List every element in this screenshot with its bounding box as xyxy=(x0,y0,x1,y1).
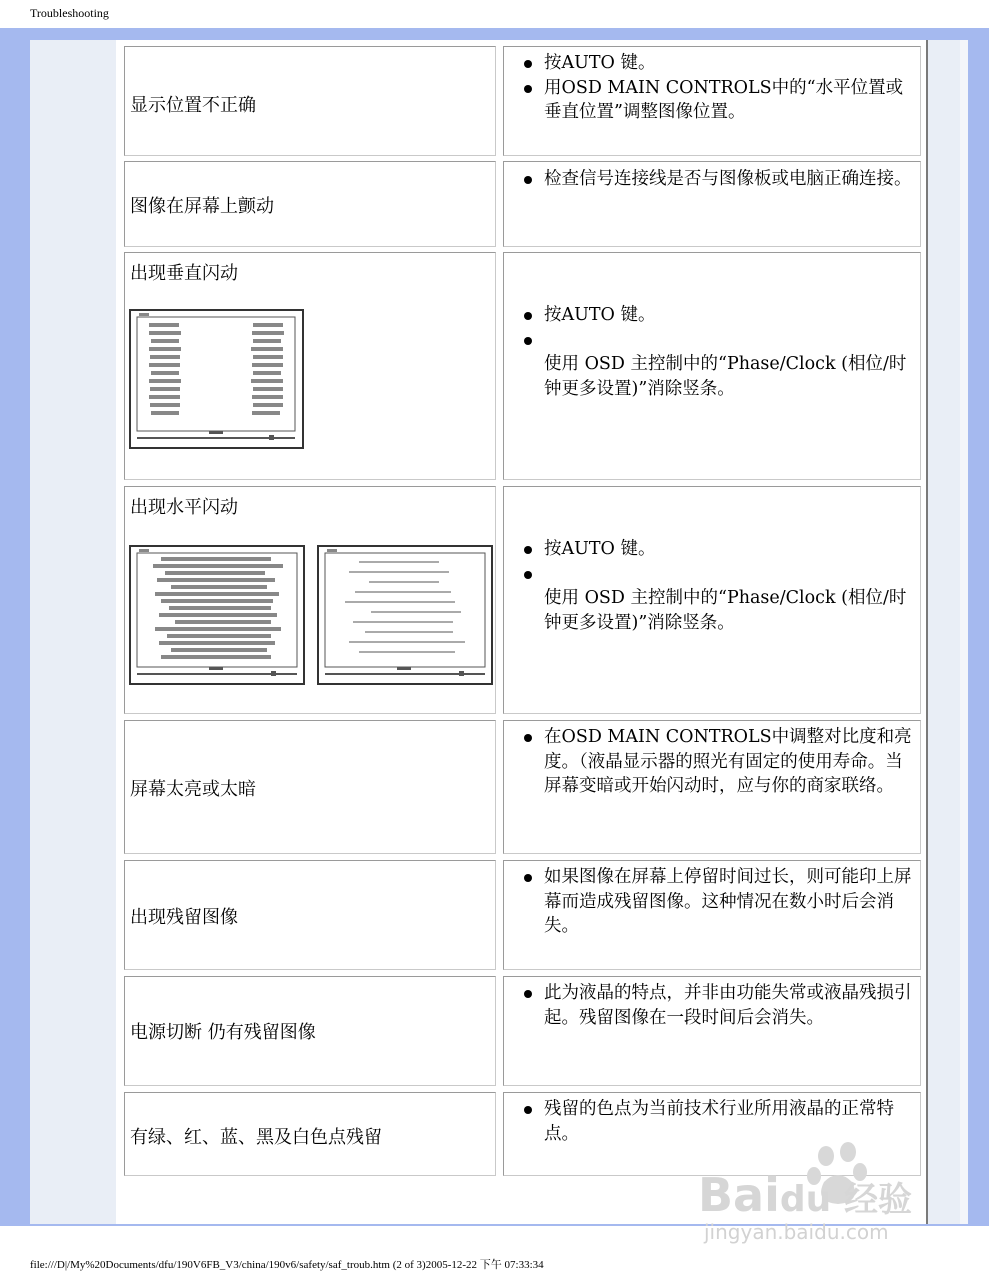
solution-item: 在OSD MAIN CONTROLS中调整对比度和亮度。（液晶显示器的照光有固定的使用寿命。当屏幕变暗或开始闪动时，应与你的商家联络。 xyxy=(544,725,914,799)
solution-cell xyxy=(503,486,921,714)
solution-item: 如果图像在屏幕上停留时间过长，则可能印上屏幕而造成残留图像。这种情况在数小时后会消失。 xyxy=(544,865,914,939)
browser-tab-title: Troubleshooting xyxy=(30,6,109,20)
solution-cell xyxy=(503,720,921,854)
solution-item: 此为液晶的特点，并非由功能失常或液晶残损引起。残留图像在一段时间后会消失。 xyxy=(544,981,914,1030)
solution-item xyxy=(544,562,914,587)
solution-item: 按AUTO 键。 xyxy=(544,537,914,562)
solution-list xyxy=(544,981,914,1030)
solution-item xyxy=(544,328,914,353)
problem-cell xyxy=(124,252,496,480)
watermark-site: jingyan.baidu.com xyxy=(704,1220,889,1244)
footer-file-path: file:///D|/My%20Documents/dfu/190V6FB_V3/china/190v6/safety/saf_troub.htm (2 of 3)2005-12-22 下午 07:33:34 xyxy=(30,1259,544,1271)
problem-label: 有绿、红、蓝、黑及白色点残留 xyxy=(130,1127,382,1148)
solution-cell xyxy=(503,976,921,1086)
problem-label: 图像在屏幕上颤动 xyxy=(130,196,274,217)
solution-list xyxy=(544,51,914,125)
horizontal-flicker-corrected-monitor-image xyxy=(317,545,493,685)
problem-cell xyxy=(124,46,496,156)
solution-item: 残留的色点为当前技术行业所用液晶的正常特点。 xyxy=(544,1097,914,1146)
watermark-cn-text: 经验 xyxy=(844,1180,912,1220)
horizontal-flicker-monitor-image xyxy=(129,545,305,685)
solution-cell xyxy=(503,46,921,156)
solution-item: 用OSD MAIN CONTROLS中的“水平位置或垂直位置”调整图像位置。 xyxy=(544,76,914,125)
left-nav-panel xyxy=(30,40,116,1224)
baidu-jingyan-watermark xyxy=(698,1138,938,1248)
problem-cell xyxy=(124,1092,496,1176)
solution-list xyxy=(544,865,914,939)
problem-label: 出现垂直闪动 xyxy=(130,263,238,284)
problem-cell xyxy=(124,976,496,1086)
problem-label: 电源切断 仍有残留图像 xyxy=(130,1022,316,1043)
solution-item: 检查信号连接线是否与图像板或电脑正确连接。 xyxy=(544,167,914,192)
right-gutter xyxy=(926,40,960,1224)
problem-cell xyxy=(124,720,496,854)
problem-label: 出现残留图像 xyxy=(130,907,238,928)
scrollbar[interactable] xyxy=(960,40,968,1224)
solution-cell xyxy=(503,860,921,970)
solution-cell xyxy=(503,161,921,247)
watermark-brand: Baidu xyxy=(698,1168,832,1222)
solution-list xyxy=(544,167,914,192)
solution-list xyxy=(544,725,914,799)
solution-item: 按AUTO 键。 xyxy=(544,303,914,328)
problem-label: 出现水平闪动 xyxy=(130,497,238,518)
solution-list xyxy=(544,537,914,635)
problem-label: 显示位置不正确 xyxy=(130,95,256,116)
solution-text: 使用 OSD 主控制中的“Phase/Clock (相位/时钟更多设置)”消除竖条。 xyxy=(544,588,907,633)
solution-list xyxy=(544,303,914,401)
problem-label: 屏幕太亮或太暗 xyxy=(130,779,256,800)
solution-text: 使用 OSD 主控制中的“Phase/Clock (相位/时钟更多设置)”消除竖条。 xyxy=(544,354,907,399)
problem-cell xyxy=(124,860,496,970)
problem-cell xyxy=(124,161,496,247)
problem-cell xyxy=(124,486,496,714)
solution-item: 按AUTO 键。 xyxy=(544,51,914,76)
solution-cell xyxy=(503,252,921,480)
vertical-flicker-monitor-image xyxy=(129,309,304,449)
